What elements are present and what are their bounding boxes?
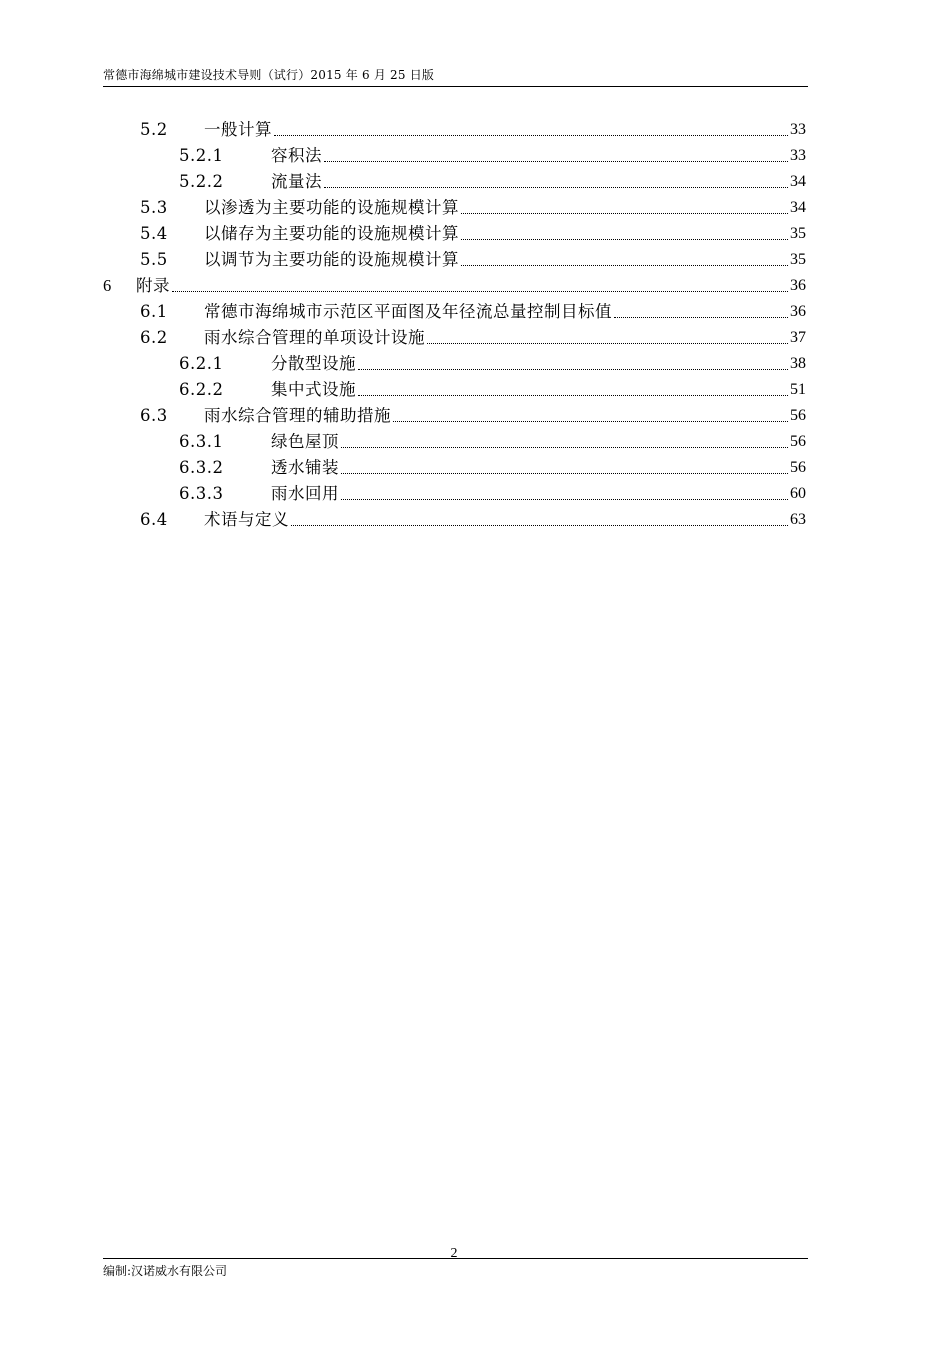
toc-entry-page: 37	[790, 329, 806, 346]
toc-entry[interactable]	[179, 428, 806, 452]
toc-dot-leader	[461, 212, 788, 214]
toc-dot-leader	[274, 134, 788, 136]
toc-entry[interactable]	[179, 142, 806, 166]
toc-entry-number: 5.3	[140, 198, 168, 217]
toc-dot-leader	[341, 498, 788, 500]
toc-entry[interactable]	[179, 376, 806, 400]
footer-rule	[103, 1258, 808, 1259]
toc-entry-title: 一般计算	[204, 120, 272, 139]
toc-entry-number: 6.3.2	[179, 458, 224, 477]
toc-entry-title: 集中式设施	[271, 380, 356, 399]
toc-entry-title: 容积法	[271, 146, 322, 165]
toc-entry-page: 35	[790, 225, 806, 242]
toc-entry-title: 雨水综合管理的辅助措施	[204, 406, 391, 425]
page-header: 常德市海绵城市建设技术导则（试行）2015 年 6 月 25 日版	[103, 68, 435, 82]
toc-entry-number: 6.4	[140, 510, 168, 529]
toc-dot-leader	[461, 264, 788, 266]
toc-dot-leader	[393, 420, 788, 422]
toc-entry[interactable]	[179, 480, 806, 504]
toc-entry-number: 6.3.3	[179, 484, 224, 503]
toc-dot-leader	[358, 394, 788, 396]
toc-entry-page: 38	[790, 355, 806, 372]
toc-entry-number: 5.2.1	[179, 146, 224, 165]
toc-entry-page: 56	[790, 433, 806, 450]
page-footer: 编制:汉诺威水有限公司	[103, 1264, 228, 1278]
toc-entry-number: 6.2.1	[179, 354, 224, 373]
toc-entry-page: 56	[790, 459, 806, 476]
toc-entry-page: 34	[790, 199, 806, 216]
toc-entry[interactable]	[179, 168, 806, 192]
toc-entry-number: 5.4	[140, 224, 168, 243]
toc-entry-title: 附录	[136, 276, 170, 295]
toc-entry-page: 33	[790, 121, 806, 138]
toc-dot-leader	[427, 342, 788, 344]
toc-entry-page: 33	[790, 147, 806, 164]
toc-entry-page: 36	[790, 303, 806, 320]
toc-entry-page: 34	[790, 173, 806, 190]
toc-dot-leader	[172, 290, 788, 292]
toc-entry-title: 雨水综合管理的单项设计设施	[204, 328, 425, 347]
toc-entry-page: 35	[790, 251, 806, 268]
toc-entry-number: 6.3	[140, 406, 168, 425]
toc-dot-leader	[614, 316, 788, 318]
toc-entry-title: 透水铺装	[271, 458, 339, 477]
toc-entry-title: 雨水回用	[271, 484, 339, 503]
toc-entry-number: 6.2.2	[179, 380, 224, 399]
toc-entry-page: 51	[790, 381, 806, 398]
toc-entry-title: 术语与定义	[204, 510, 289, 529]
toc-dot-leader	[324, 160, 788, 162]
toc-entry[interactable]	[179, 454, 806, 478]
toc-entry-title: 以调节为主要功能的设施规模计算	[204, 250, 459, 269]
toc-dot-leader	[341, 446, 788, 448]
toc-entry[interactable]	[140, 220, 806, 244]
toc-entry-number: 5.5	[140, 250, 168, 269]
toc-entry[interactable]	[140, 194, 806, 218]
toc-entry-title: 以储存为主要功能的设施规模计算	[204, 224, 459, 243]
toc-entry-title: 分散型设施	[271, 354, 356, 373]
page-number: 2	[450, 1246, 458, 1261]
toc-entry-page: 36	[790, 277, 806, 294]
toc-entry-number: 6.3.1	[179, 432, 224, 451]
toc-entry[interactable]	[140, 246, 806, 270]
toc-entry-page: 63	[790, 511, 806, 528]
toc-entry-title: 常德市海绵城市示范区平面图及年径流总量控制目标值	[204, 302, 612, 321]
toc-dot-leader	[461, 238, 788, 240]
toc-entry-page: 60	[790, 485, 806, 502]
header-rule	[103, 86, 808, 87]
toc-entry-number: 6.1	[140, 302, 168, 321]
toc-entry-number: 5.2.2	[179, 172, 224, 191]
toc-dot-leader	[324, 186, 788, 188]
toc-entry-number: 6.2	[140, 328, 168, 347]
toc-entry-number: 6	[103, 276, 112, 295]
toc-entry[interactable]	[140, 506, 806, 530]
toc-entry[interactable]	[140, 116, 806, 140]
toc-entry[interactable]	[179, 350, 806, 374]
toc-entry[interactable]	[140, 298, 806, 322]
toc-entry-title: 流量法	[271, 172, 322, 191]
toc-entry-page: 56	[790, 407, 806, 424]
toc-entry-title: 绿色屋顶	[271, 432, 339, 451]
toc-dot-leader	[341, 472, 788, 474]
toc-entry[interactable]	[140, 402, 806, 426]
toc-entry[interactable]	[140, 324, 806, 348]
toc-dot-leader	[358, 368, 788, 370]
toc-entry[interactable]	[103, 272, 806, 296]
toc-entry-title: 以渗透为主要功能的设施规模计算	[204, 198, 459, 217]
toc-entry-number: 5.2	[140, 120, 168, 139]
toc-dot-leader	[291, 524, 788, 526]
